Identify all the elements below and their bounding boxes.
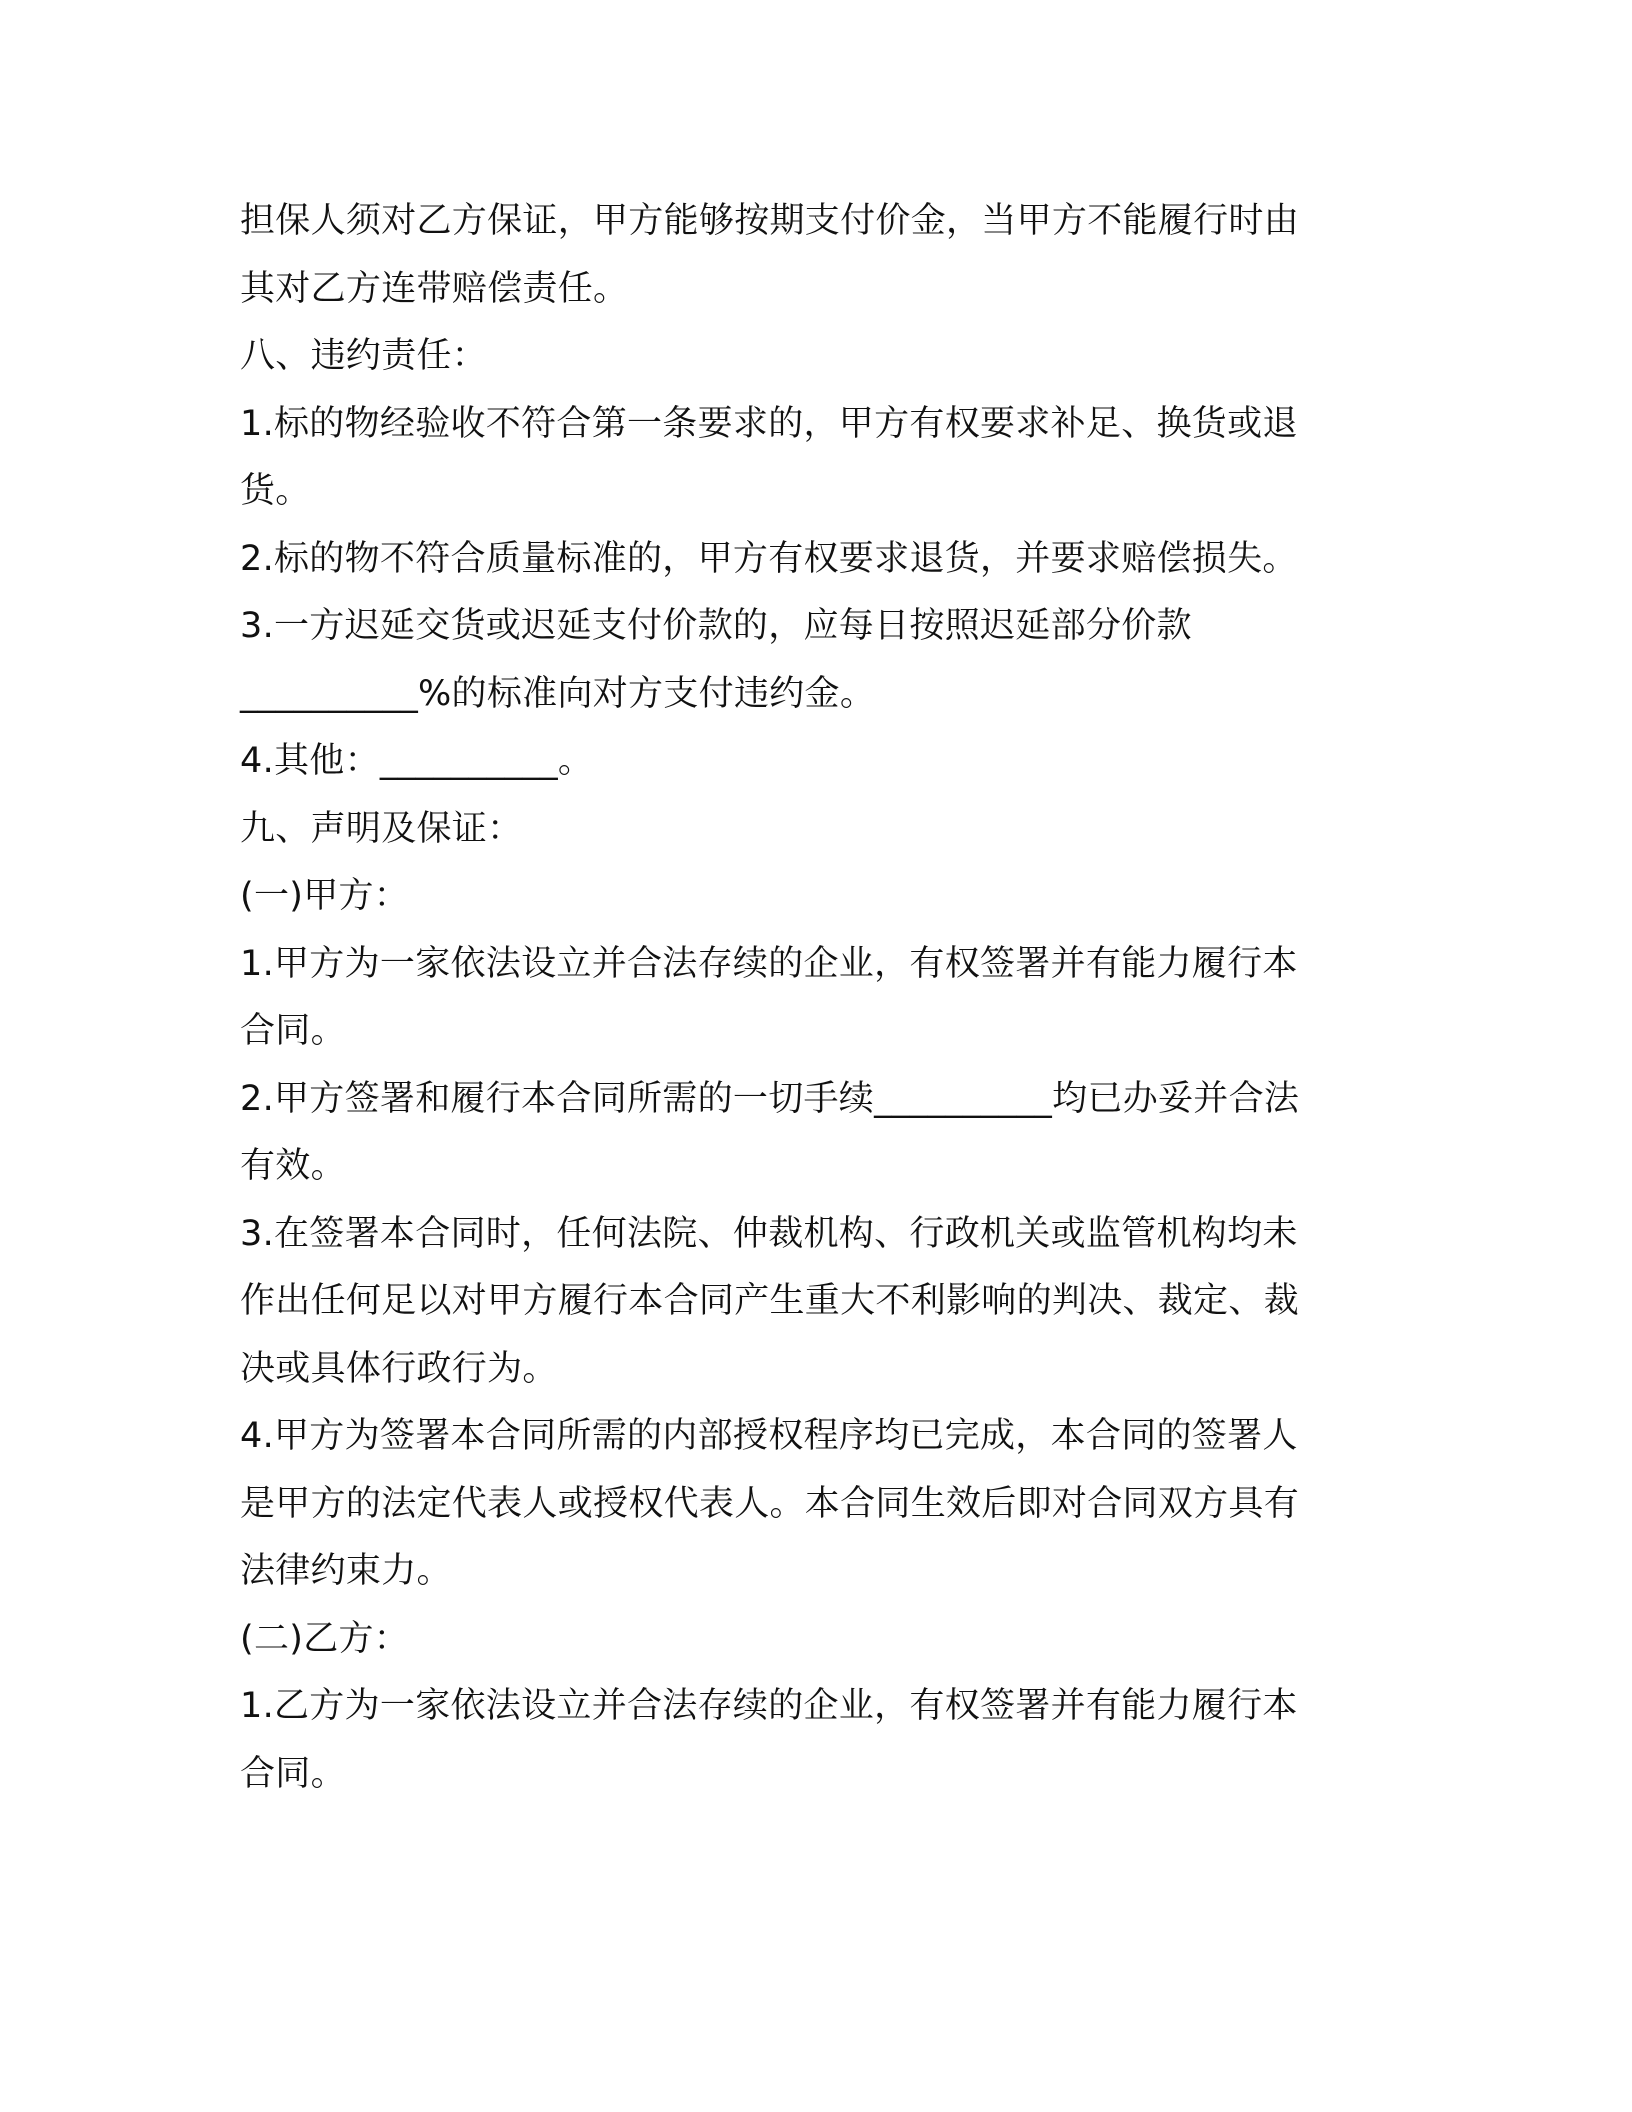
subsection-heading: (二)乙方： [240,1618,410,1659]
text-line: 1.乙方为一家依法设立并合法存续的企业，有权签署并有能力履行本 [240,1686,1298,1726]
text-line: 3.在签署本合同时，任何法院、仲裁机构、行政机关或监管机构均未 [240,1213,1298,1254]
text-line: 1.甲方为一家依法设立并合法存续的企业，有权签署并有能力履行本 [240,943,1298,984]
text-line: 作出任何足以对甲方履行本合同产生重大不利影响的判决、裁定、裁 [240,1281,1300,1321]
text-line: __________%的标准向对方支付违约金。 [240,673,876,714]
text-line: 货。 [240,471,311,511]
text-line: 合同。 [240,1753,346,1794]
document-body [240,188,1370,1808]
text-line: 其对乙方连带赔偿责任。 [240,268,629,309]
text-line: 2.甲方签署和履行本合同所需的一切手续__________均已办妥并合法 [240,1078,1300,1119]
text-line: 是甲方的法定代表人或授权代表人。本合同生效后即对合同双方具有 [240,1483,1300,1524]
text-line: 1.标的物经验收不符合第一条要求的，甲方有权要求补足、换货或退 [240,403,1298,444]
subsection-heading: (一)甲方： [240,876,410,916]
text-line: 合同。 [240,1011,346,1051]
text-line: 有效。 [240,1146,346,1186]
text-line: 2.标的物不符合质量标准的，甲方有权要求退货，并要求赔偿损失。 [240,538,1298,579]
text-line: 法律约束力。 [240,1551,452,1591]
text-line: 3.一方迟延交货或迟延支付价款的，应每日按照迟延部分价款 [240,606,1192,646]
text-line: 担保人须对乙方保证，甲方能够按期支付价金，当甲方不能履行时由 [240,201,1300,241]
text-line: 4.甲方为签署本合同所需的内部授权程序均已完成，本合同的签署人 [240,1416,1298,1456]
text-line: 4.其他：__________。 [240,741,594,781]
section-heading: 九、声明及保证： [240,808,523,849]
section-heading: 八、违约责任： [240,336,488,376]
text-line: 决或具体行政行为。 [240,1348,558,1389]
